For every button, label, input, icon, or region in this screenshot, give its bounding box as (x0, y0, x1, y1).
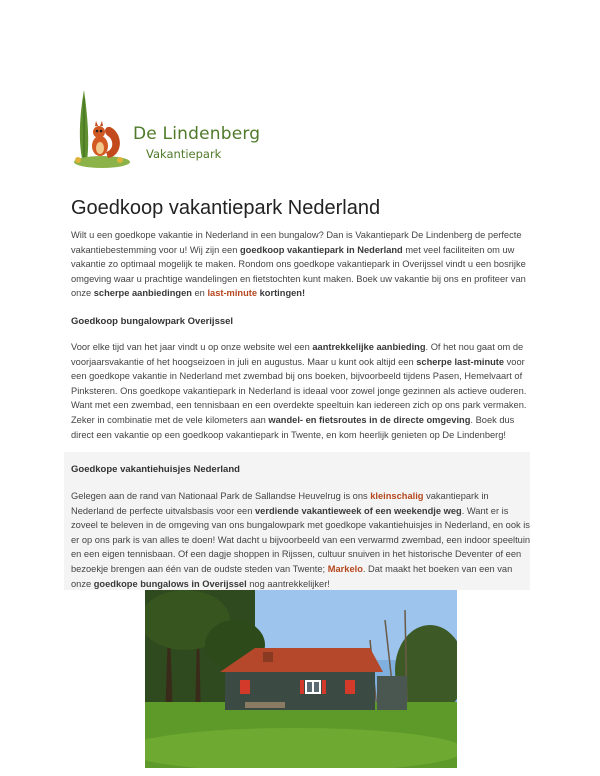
intro-paragraph: Wilt u een goedkope vakantie in Nederland in een bungalow? Dan is Vakantiepark De Lindenberg de perfecte vakantiebestemming voor u! Wij zijn een goedkoop vakantiepark in Nederland met veel faciliteiten om uw vakantie zo optimaal mogelijk te maken. Rondom ons goedkope vakantiepark in Overijssel vindt u een bosrijke omgeving waar u prachtige wandelingen en fietstochten kunt maken. Boek uw vakantie bij ons en profiteer van onze scherpe aanbiedingen en last-minute kortingen! (71, 230, 526, 299)
section1-paragraph: Voor elke tijd van het jaar vindt u op onze website wel een aantrekkelijke aanbieding. Of het nou gaat om de voorjaarsvakantie of het hoogseizoen in juli en augustus. Maar u kunt ook altijd een scherpe last-minute voor een goedkope vakantie in Nederland met zwembad bij ons boeken, bijvoorbeeld tijdens Pasen, Hemelvaart of Pinksteren. Ons goedkope vakantiepark in Nederland is ideaal voor zowel jonge gezinnen als actieve ouderen. Want met een zwembad, een tennisbaan en een overdekte speeltuin kan iedereen zich op ons park vermaken. Zeker in combinatie met de vele kilometers aan wandel- en fietsroutes in de directe omgeving. Boek dus direct een vakantie op een goedkoop vakantiepark in Twente, en kom heerlijk genieten op De Lindenberg! (71, 342, 527, 440)
section-heading-vakantiehuisjes: Goedkope vakantiehuisjes Nederland (71, 464, 240, 475)
logo-title: De Lindenberg (133, 124, 261, 144)
section-heading-bungalowpark: Goedkoop bungalowpark Overijssel (71, 316, 234, 327)
last-minute-link[interactable]: last-minute (207, 288, 258, 299)
kleinschalig-link[interactable]: kleinschalig (370, 491, 424, 501)
markelo-link[interactable]: Markelo (327, 563, 363, 574)
page-title: Goedkoop vakantiepark Nederland (71, 197, 381, 219)
section2-paragraph: Gelegen aan de rand van Nationaal Park de Sallandse Heuvelrug is ons kleinschalig vakantiepark in Nederland de perfecte uitvalsbasis voor een verdiende vakantieweek of een weekendje weg. Want er is zoveel te beleven in de omgeving van ons bungalowpark met goedkope vakantiehuisjes in Nederland, en ook is er op ons park is van alles te doen! Wat dacht u bijvoorbeeld van een verwarmd zwembad, een indoor speeltuin en een eigen tennisbaan. Of een dagje shoppen in Rijssen, cultuur snuiven in het historische Deventer of een bezoekje brengen aan één van de oudste steden van Twente; Markelo. Dat maakt het boeken van een van onze goedkope bungalows in Overijssel nog aantrekkelijker! (71, 491, 531, 589)
logo-subtitle: Vakantiepark (146, 147, 222, 161)
bungalow-photo (145, 590, 457, 768)
